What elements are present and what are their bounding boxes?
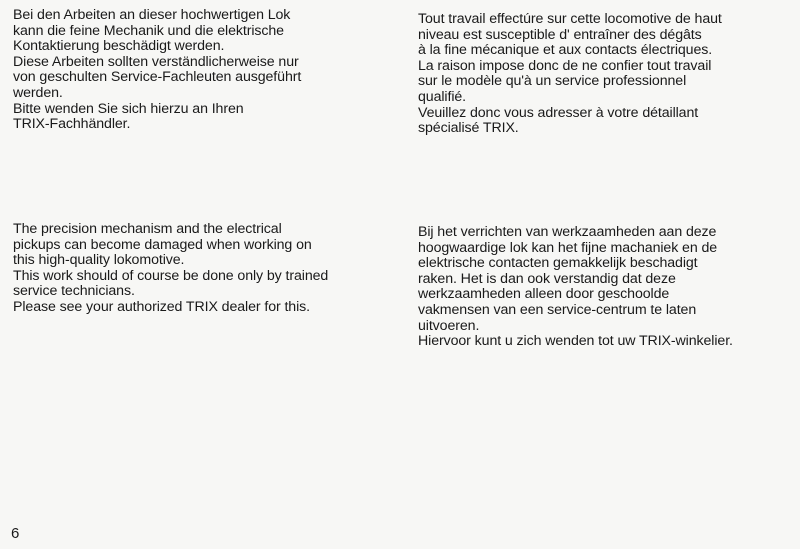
dutch-line: hoogwaardige lok kan het fijne machaniek en de [418, 239, 718, 256]
french-text-block [418, 12, 798, 137]
german-text-block [13, 8, 393, 133]
dutch-line: Hiervoor kunt u zich wenden tot uw TRIX-winkelier. [418, 333, 733, 350]
english-line: The precision mechanism and the electrical [13, 221, 282, 237]
french-line: niveau est susceptible d' entraîner des dégâts [418, 26, 702, 43]
dutch-line: elektrische contacten gemakkelijk beschadigt [418, 255, 698, 272]
dutch-line: vakmensen van een service-centrum te laten [418, 301, 697, 318]
french-line: spécialisé TRIX. [418, 120, 519, 137]
english-line: this high-quality lokomotive. [13, 252, 185, 269]
german-line: Kontaktierung beschädigt werden. [13, 38, 225, 55]
dutch-line: werkzaamheden alleen door geschoolde [418, 286, 670, 303]
dutch-text-block [418, 225, 798, 350]
english-line: This work should of course be done only by trained [13, 267, 329, 284]
french-line: La raison impose donc de ne confier tout travail [418, 57, 712, 74]
dutch-line: Bij het verrichten van werkzaamheden aan deze [418, 224, 717, 240]
english-line: Please see your authorized TRIX dealer for this. [13, 298, 310, 315]
german-line: Bitte wenden Sie sich hierzu an Ihren [13, 100, 244, 117]
page-number: 6 [11, 525, 20, 542]
german-line: Diese Arbeiten sollten verständlicherweise nur [13, 53, 299, 70]
english-line: service technicians. [13, 283, 135, 300]
english-line: pickups can become damaged when working on [13, 236, 312, 253]
german-line: kann die feine Mechanik und die elektrische [13, 22, 284, 39]
french-line: Tout travail effectúre sur cette locomotive de haut [418, 11, 722, 27]
french-line: qualifié. [418, 88, 467, 105]
dutch-line: uitvoeren. [418, 317, 480, 334]
german-line: TRIX-Fachhändler. [13, 116, 131, 133]
french-line: à la fine mécanique et aux contacts électriques. [418, 42, 713, 59]
german-line: von geschulten Service-Fachleuten ausgeführt [13, 69, 302, 86]
dutch-line: raken. Het is dan ook verstandig dat deze [418, 270, 676, 287]
german-line: Bei den Arbeiten an dieser hochwertigen Lok [13, 7, 291, 23]
german-line: werden. [13, 84, 63, 101]
french-line: sur le modèle qu'à un service professionnel [418, 73, 687, 90]
french-line: Veuillez donc vous adresser à votre détaillant [418, 104, 699, 121]
english-text-block [13, 222, 393, 316]
